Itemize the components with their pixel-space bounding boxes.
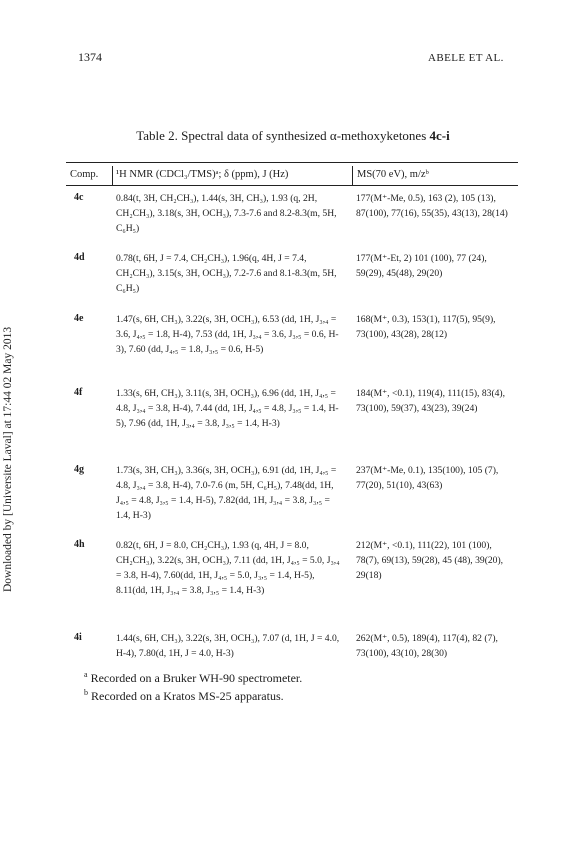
row-ms-data: 212(M⁺, <0.1), 111(22), 101 (100), 78(7), 69(13), 59(28), 45 (48), 39(20), 29(18) [356,540,504,581]
row-ms-data: 262(M⁺, 0.5), 189(4), 117(4), 82 (7), 73(100), 43(10), 28(30) [356,633,498,659]
row-nmr-data: 0.82(t, 6H, J = 8.0, CH₂CH₃), 1.93 (q, 4H, J = 8.0, CH₂CH₃), 3.22(s, 3H, OCH₃), 7.11 (dd, 1H, J₄,₅ = 5.0, J₃,₄ = 3.8, H-4), 7.60(dd, 1H, J₄,₅ = 5.0, J₃,₅ = 1.4, H-5), 8.11(dd, 1H, J₃,₄ = 3.8, J₃,₅ = 1.4, H-3) [116,540,340,596]
row-ms-data: 168(M⁺, 0.3), 153(1), 117(5), 95(9), 73(100), 43(28), 28(12) [356,314,496,340]
row-nmr-data: 1.47(s, 6H, CH₃), 3.22(s, 3H, OCH₃), 6.53 (dd, 1H, J₃,₄ = 3.6, J₄,₅ = 1.8, H-4), 7.53 (dd, 1H, J₃,₄ = 3.6, J₃,₅ = 0.6, H-3), 7.60 (dd, J₄,₅ = 1.8, J₃,₅ = 0.6, H-5) [116,314,339,355]
footnote-marker: a [84,670,88,679]
ms-column-divider [352,166,353,186]
footnote-text: Recorded on a Bruker WH-90 spectrometer. [90,671,303,685]
footnote-b [84,688,284,704]
table-top-rule [66,162,518,163]
nmr-column-divider [112,166,113,186]
table-header-rule [66,185,518,186]
running-head: ABELE ET AL. [428,52,504,64]
row-compound: 4h [74,539,85,550]
row-nmr-data: 0.84(t, 3H, CH₂CH₃), 1.44(s, 3H, CH₃), 1.93 (q, 2H, CH₂CH₃), 3.18(s, 3H, OCH₃), 7.3-7.6 and 8.2-8.3(m, 5H, C₆H₅) [116,193,337,234]
row-nmr-data: 1.33(s, 6H, CH₃), 3.11(s, 3H, OCH₃), 6.96 (dd, 1H, J₄,₅ = 4.8, J₃,₄ = 3.8, H-4), 7.44 (dd, 1H, J₄,₅ = 4.8, J₃,₅ = 1.4, H-5), 7.96 (dd, 1H, J₃,₄ = 3.8, J₃,₅ = 1.4, H-3) [116,388,339,429]
row-nmr-data: 1.44(s, 6H, CH₃), 3.22(s, 3H, OCH₃), 7.07 (d, 1H, J = 4.0, H-4), 7.80(d, 1H, J = 4.0, H-3) [116,633,340,659]
footnote-a [84,670,302,686]
row-nmr-data: 0.78(t, 6H, J = 7.4, CH₂CH₃), 1.96(q, 4H, J = 7.4, CH₂CH₃), 3.15(s, 3H, OCH₃), 7.2-7.6 and 8.1-8.3(m, 5H, C₆H₅) [116,253,337,294]
row-ms-data: 237(M⁺-Me, 0.1), 135(100), 105 (7), 77(20), 51(10), 43(63) [356,465,499,491]
header-compound: Comp. [70,169,99,180]
page-number: 1374 [78,50,102,64]
row-compound: 4i [74,632,82,643]
row-nmr-data: 1.73(s, 3H, CH₃), 3.36(s, 3H, OCH₃), 6.91 (dd, 1H, J₄,₅ = 4.8, J₃,₄ = 3.8, H-4), 7.0-7.6 (m, 5H, C₆H₅), 7.48(dd, 1H, J₄,₅ = 4.8, J₃,₅ = 1.4, H-5), 7.82(dd, 1H, J₃,₄ = 3.8, J₃,₅ = 1.4, H-3) [116,465,337,521]
row-compound: 4f [74,387,83,398]
caption-text: Table 2. Spectral data of synthesized α-methoxyketones [136,128,430,143]
header-ms: MS(70 eV), m/zᵇ [357,169,429,180]
row-compound: 4g [74,464,84,475]
row-compound: 4e [74,313,84,324]
row-compound: 4d [74,252,85,263]
row-compound: 4c [74,192,84,203]
download-watermark: Downloaded by [Universite Laval] at 17:44 02 May 2013 [2,326,14,592]
footnote-text: Recorded on a Kratos MS-25 apparatus. [91,689,284,703]
row-ms-data: 177(M⁺-Et, 2) 101 (100), 77 (24), 59(29), 45(48), 29(20) [356,253,487,279]
row-ms-data: 184(M⁺, <0.1), 119(4), 111(15), 83(4), 73(100), 59(37), 43(23), 39(24) [356,388,506,414]
row-ms-data: 177(M⁺-Me, 0.5), 163 (2), 105 (13), 87(100), 77(16), 55(35), 43(13), 28(14) [356,193,508,219]
table-caption [98,128,488,144]
caption-compound-range: 4c-i [429,128,450,143]
footnote-marker: b [84,688,88,697]
header-nmr: ¹H NMR (CDCl₃/TMS)ᵃ; δ (ppm), J (Hz) [116,169,289,180]
